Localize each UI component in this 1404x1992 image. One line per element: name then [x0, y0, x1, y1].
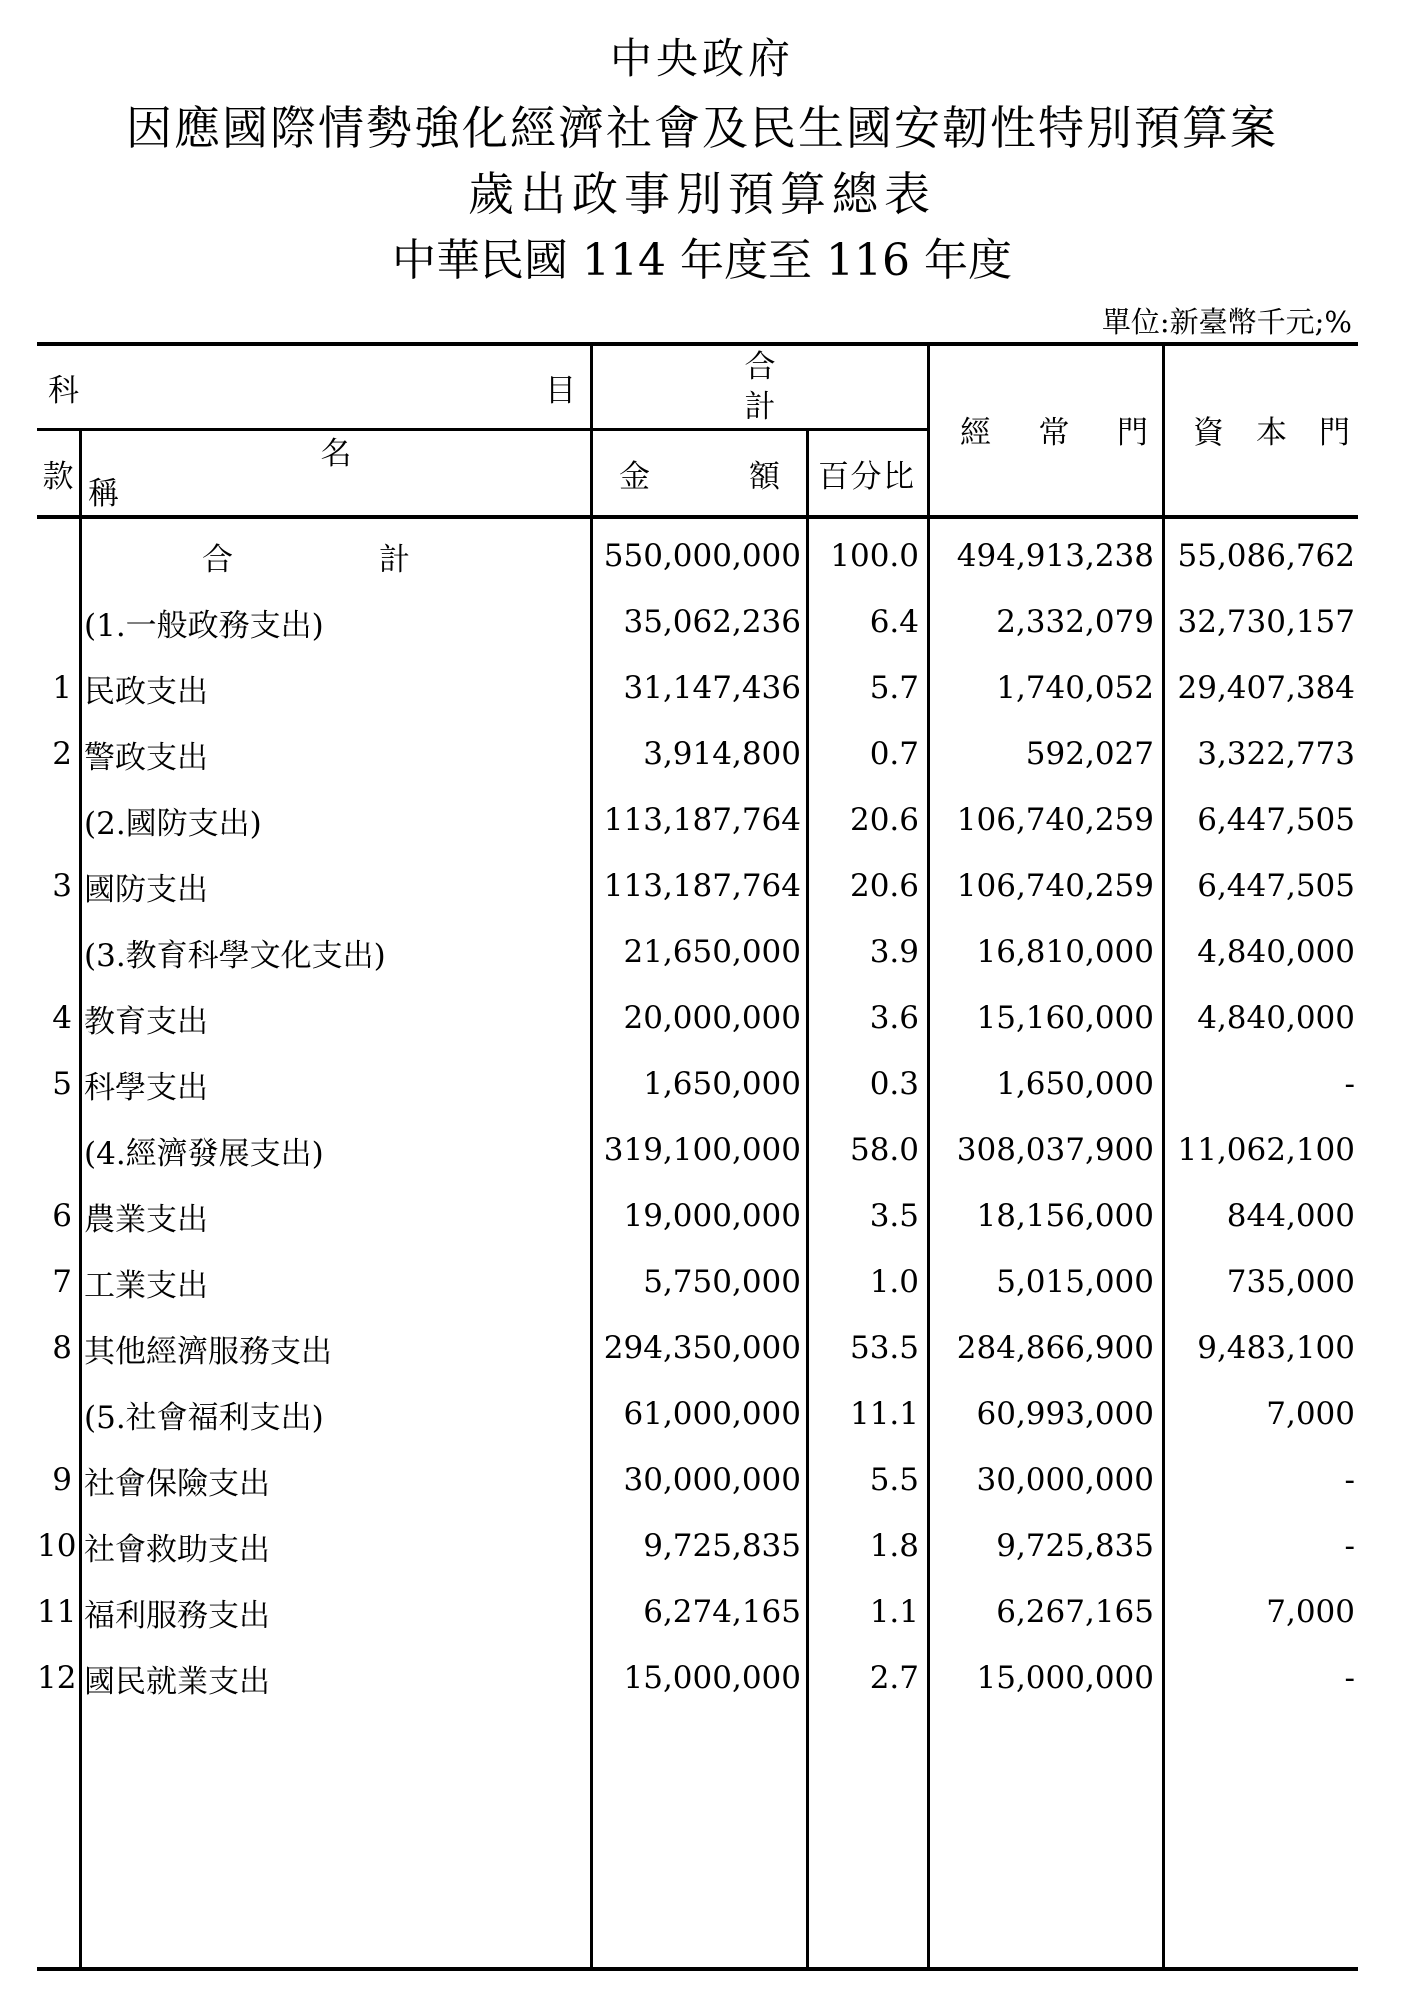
col-header-current-account: 經 常 門	[960, 415, 1148, 451]
row-percent: 3.9	[869, 934, 919, 970]
row-item-no: 12	[37, 1660, 77, 1696]
table-row	[37, 1117, 1358, 1183]
row-amount: 30,000,000	[623, 1462, 801, 1498]
row-amount: 319,100,000	[603, 1132, 801, 1168]
row-amount: 35,062,236	[623, 604, 801, 640]
row-item-no: 6	[52, 1198, 72, 1234]
row-amount: 113,187,764	[603, 802, 801, 838]
row-percent: 3.5	[869, 1198, 919, 1234]
row-amount: 15,000,000	[623, 1660, 801, 1696]
row-current: 15,000,000	[976, 1660, 1154, 1696]
table-row	[37, 985, 1358, 1051]
row-capital: 11,062,100	[1177, 1132, 1355, 1168]
row-capital: 6,447,505	[1197, 802, 1355, 838]
row-item-name	[79, 534, 590, 579]
table-row	[37, 853, 1358, 919]
table-row	[37, 1183, 1358, 1249]
row-current: 106,740,259	[956, 868, 1154, 904]
row-amount: 3,914,800	[643, 736, 801, 772]
table-row	[37, 1645, 1358, 1711]
table-row	[37, 1381, 1358, 1447]
row-item-name: 其他經濟服務支出	[84, 1333, 332, 1370]
table-row	[37, 655, 1358, 721]
row-percent: 3.6	[869, 1000, 919, 1036]
row-item-no: 9	[52, 1462, 72, 1498]
row-item-no: 10	[37, 1528, 77, 1564]
row-current: 1,740,052	[996, 670, 1154, 706]
row-item-no: 8	[52, 1330, 72, 1366]
row-item-name: (1.一般政務支出)	[84, 607, 324, 644]
row-item-no: 4	[52, 1000, 72, 1036]
row-current: 1,650,000	[996, 1066, 1154, 1102]
row-amount: 6,274,165	[643, 1594, 801, 1630]
table-row	[37, 1249, 1358, 1315]
row-amount: 31,147,436	[623, 670, 801, 706]
row-percent: 1.8	[869, 1528, 919, 1564]
row-item-name: (3.教育科學文化支出)	[84, 937, 386, 974]
row-capital: 6,447,505	[1197, 868, 1355, 904]
row-current: 5,015,000	[996, 1264, 1154, 1300]
row-item-no: 5	[52, 1066, 72, 1102]
row-item-name: 社會救助支出	[84, 1531, 270, 1568]
row-item-name: (5.社會福利支出)	[84, 1399, 324, 1436]
row-percent: 20.6	[849, 868, 919, 904]
table-border-bottom	[37, 1967, 1358, 1971]
table-row	[37, 919, 1358, 985]
row-current: 9,725,835	[996, 1528, 1154, 1564]
col-header-item-no: 款	[42, 458, 74, 495]
row-current: 592,027	[1025, 736, 1154, 772]
row-current: 6,267,165	[996, 1594, 1154, 1630]
table-row	[37, 1315, 1358, 1381]
row-capital: 4,840,000	[1197, 934, 1355, 970]
row-capital: 9,483,100	[1197, 1330, 1355, 1366]
row-current: 16,810,000	[976, 934, 1154, 970]
row-capital: 29,407,384	[1177, 670, 1355, 706]
title-budget-case: 因應國際情勢強化經濟社會及民生國安韌性特別預算案	[126, 101, 1278, 155]
row-percent: 53.5	[849, 1330, 919, 1366]
row-amount: 113,187,764	[603, 868, 801, 904]
row-capital: -	[1344, 1066, 1355, 1102]
row-capital: 735,000	[1226, 1264, 1355, 1300]
row-percent: 2.7	[869, 1660, 919, 1696]
row-capital: -	[1344, 1660, 1355, 1696]
total-char-bottom: 計	[744, 389, 776, 425]
row-capital: 7,000	[1266, 1594, 1355, 1630]
row-item-name: 科學支出	[84, 1069, 208, 1106]
total-char-top: 合	[744, 349, 776, 385]
row-capital: 7,000	[1266, 1396, 1355, 1432]
row-item-name: 國民就業支出	[84, 1663, 270, 1700]
row-capital: 32,730,157	[1177, 604, 1355, 640]
unit-note: 單位:新臺幣千元;%	[1101, 305, 1352, 339]
table-row	[37, 589, 1358, 655]
title-fiscal-period: 中華民國 114 年度至 116 年度	[392, 235, 1012, 286]
table-row	[37, 523, 1358, 589]
row-percent: 1.1	[869, 1594, 919, 1630]
row-item-name: 社會保險支出	[84, 1465, 270, 1502]
row-amount: 1,650,000	[643, 1066, 801, 1102]
col-header-item-name: 名 稱	[88, 436, 352, 512]
row-current: 30,000,000	[976, 1462, 1154, 1498]
row-percent: 6.4	[869, 604, 919, 640]
row-percent: 0.7	[869, 736, 919, 772]
title-government: 中央政府	[609, 34, 794, 83]
row-amount: 9,725,835	[643, 1528, 801, 1564]
table-body	[37, 519, 1358, 1711]
row-percent: 100.0	[830, 538, 919, 574]
col-header-capital-account: 資 本 門	[1193, 415, 1350, 451]
row-amount: 61,000,000	[623, 1396, 801, 1432]
row-item-name: 農業支出	[84, 1201, 208, 1238]
row-item-no: 11	[37, 1594, 77, 1630]
row-current: 106,740,259	[956, 802, 1154, 838]
row-amount: 5,750,000	[643, 1264, 801, 1300]
row-capital: 3,322,773	[1197, 736, 1355, 772]
col-header-total	[593, 346, 927, 428]
title-table-name: 歲出政事別預算總表	[468, 167, 936, 221]
row-item-name: 國防支出	[84, 871, 208, 908]
row-capital: 55,086,762	[1177, 538, 1355, 574]
row-item-no: 1	[52, 670, 72, 706]
row-percent: 0.3	[869, 1066, 919, 1102]
row-item-no: 7	[52, 1264, 72, 1300]
row-amount: 19,000,000	[623, 1198, 801, 1234]
table-row	[37, 721, 1358, 787]
table-row	[37, 1513, 1358, 1579]
table-row	[37, 1579, 1358, 1645]
table-row	[37, 1447, 1358, 1513]
row-item-name: (4.經濟發展支出)	[84, 1135, 324, 1172]
row-percent: 5.5	[869, 1462, 919, 1498]
row-current: 60,993,000	[976, 1396, 1154, 1432]
row-item-name-spread: 合 計	[202, 541, 410, 578]
subject-char-ke: 科	[48, 372, 79, 409]
row-percent: 58.0	[849, 1132, 919, 1168]
row-capital: -	[1344, 1462, 1355, 1498]
col-header-subject	[37, 346, 590, 428]
row-item-name: 福利服務支出	[84, 1597, 270, 1634]
row-percent: 1.0	[869, 1264, 919, 1300]
row-amount: 21,650,000	[623, 934, 801, 970]
row-current: 494,913,238	[956, 538, 1154, 574]
table-row	[37, 787, 1358, 853]
row-percent: 11.1	[849, 1396, 919, 1432]
row-item-name: 民政支出	[84, 673, 208, 710]
row-current: 2,332,079	[996, 604, 1154, 640]
row-current: 284,866,900	[956, 1330, 1154, 1366]
col-header-amount: 金 額	[619, 458, 780, 495]
row-item-name: 工業支出	[84, 1267, 208, 1304]
row-item-no: 3	[52, 868, 72, 904]
row-item-name: 教育支出	[84, 1003, 208, 1040]
subject-char-mu: 目	[545, 372, 576, 409]
row-amount: 294,350,000	[603, 1330, 801, 1366]
row-amount: 20,000,000	[623, 1000, 801, 1036]
row-item-name: 警政支出	[84, 739, 208, 776]
row-capital: 844,000	[1226, 1198, 1355, 1234]
row-item-name: (2.國防支出)	[84, 805, 262, 842]
row-capital: -	[1344, 1528, 1355, 1564]
row-percent: 5.7	[869, 670, 919, 706]
row-percent: 20.6	[849, 802, 919, 838]
table-row	[37, 1051, 1358, 1117]
row-amount: 550,000,000	[603, 538, 801, 574]
row-current: 308,037,900	[956, 1132, 1154, 1168]
row-capital: 4,840,000	[1197, 1000, 1355, 1036]
row-current: 15,160,000	[976, 1000, 1154, 1036]
row-item-no: 2	[52, 736, 72, 772]
row-current: 18,156,000	[976, 1198, 1154, 1234]
col-header-percentage: 百 分 比	[818, 458, 914, 495]
